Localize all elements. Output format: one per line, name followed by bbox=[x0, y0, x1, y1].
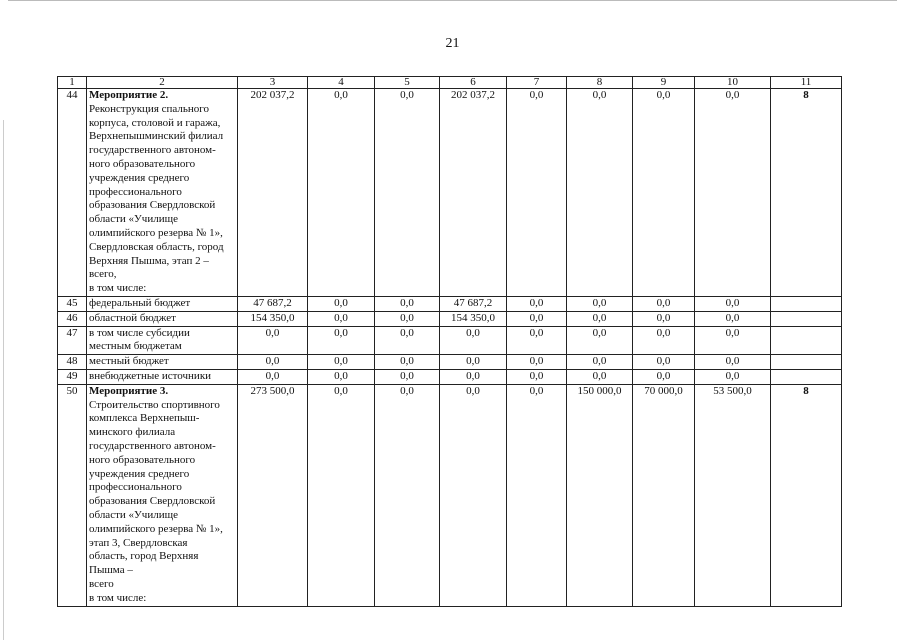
value-cell: 0,0 bbox=[567, 326, 633, 355]
value-cell: 0,0 bbox=[695, 326, 771, 355]
value-cell: 0,0 bbox=[375, 297, 440, 312]
budget-source: федеральный бюджет bbox=[87, 297, 238, 312]
column-11-cell bbox=[771, 355, 842, 370]
row-number: 50 bbox=[58, 384, 87, 606]
header-row bbox=[58, 77, 842, 89]
value-cell: 0,0 bbox=[507, 89, 567, 297]
value-cell: 154 350,0 bbox=[238, 311, 308, 326]
description-line: всего, bbox=[89, 268, 117, 281]
value-cell: 150 000,0 bbox=[567, 384, 633, 606]
value-cell: 0,0 bbox=[567, 355, 633, 370]
value-cell: 0,0 bbox=[308, 297, 375, 312]
value-cell: 70 000,0 bbox=[633, 384, 695, 606]
column-11-cell: 8 bbox=[771, 384, 842, 606]
value-cell: 0,0 bbox=[238, 369, 308, 384]
value-cell: 0,0 bbox=[567, 297, 633, 312]
description-line: Свердловская область, город bbox=[89, 240, 224, 253]
value-cell: 0,0 bbox=[695, 297, 771, 312]
row-number: 44 bbox=[58, 89, 87, 297]
value-cell: 0,0 bbox=[695, 355, 771, 370]
value-cell: 0,0 bbox=[440, 355, 507, 370]
budget-source bbox=[87, 326, 238, 355]
description-line: Пышма – bbox=[89, 564, 133, 577]
description-line: в том числе: bbox=[89, 591, 147, 604]
description-line: государственного автоном- bbox=[89, 144, 216, 157]
description-line: профессионального bbox=[89, 481, 182, 494]
header-cell: 11 bbox=[771, 77, 842, 89]
value-cell: 0,0 bbox=[238, 355, 308, 370]
value-cell: 0,0 bbox=[308, 355, 375, 370]
description-line: образования Свердловской bbox=[89, 495, 216, 508]
value-cell: 0,0 bbox=[507, 355, 567, 370]
description-line: минского филиала bbox=[89, 426, 176, 439]
table-row bbox=[58, 369, 842, 384]
column-11-cell bbox=[771, 326, 842, 355]
value-cell: 0,0 bbox=[633, 89, 695, 297]
header-cell: 7 bbox=[507, 77, 567, 89]
header-cell: 10 bbox=[695, 77, 771, 89]
table-row bbox=[58, 384, 842, 606]
header-cell: 6 bbox=[440, 77, 507, 89]
value-cell: 53 500,0 bbox=[695, 384, 771, 606]
value-cell: 0,0 bbox=[633, 297, 695, 312]
description-line: ного образовательного bbox=[89, 157, 196, 170]
value-cell: 0,0 bbox=[375, 384, 440, 606]
table-row bbox=[58, 89, 842, 297]
value-cell: 0,0 bbox=[507, 369, 567, 384]
value-cell: 0,0 bbox=[507, 384, 567, 606]
value-cell: 0,0 bbox=[308, 384, 375, 606]
description-line: корпуса, столовой и гаража, bbox=[89, 116, 221, 129]
row-number: 47 bbox=[58, 326, 87, 355]
page-top-edge bbox=[8, 0, 897, 3]
header-cell: 4 bbox=[308, 77, 375, 89]
description-line: области «Училище bbox=[89, 213, 178, 226]
value-cell: 0,0 bbox=[567, 311, 633, 326]
value-cell: 0,0 bbox=[375, 89, 440, 297]
value-cell: 0,0 bbox=[695, 89, 771, 297]
description-line: этап 3, Свердловская bbox=[89, 536, 188, 549]
value-cell: 0,0 bbox=[308, 311, 375, 326]
description-line: в том числе субсидии bbox=[89, 326, 190, 339]
value-cell: 0,0 bbox=[375, 355, 440, 370]
value-cell: 0,0 bbox=[507, 297, 567, 312]
description-line: учреждения среднего bbox=[89, 171, 190, 184]
measure-description bbox=[87, 384, 238, 606]
budget-table bbox=[57, 76, 842, 607]
value-cell: 202 037,2 bbox=[238, 89, 308, 297]
description-line: область, город Верхняя bbox=[89, 550, 199, 563]
description-line: Верхнепышминский филиал bbox=[89, 130, 224, 143]
header-cell: 3 bbox=[238, 77, 308, 89]
value-cell: 0,0 bbox=[238, 326, 308, 355]
column-11-cell bbox=[771, 369, 842, 384]
value-cell: 47 687,2 bbox=[238, 297, 308, 312]
header-cell: 9 bbox=[633, 77, 695, 89]
value-cell: 0,0 bbox=[308, 369, 375, 384]
value-cell: 0,0 bbox=[440, 369, 507, 384]
value-cell: 0,0 bbox=[695, 369, 771, 384]
row-number: 49 bbox=[58, 369, 87, 384]
value-cell: 0,0 bbox=[633, 326, 695, 355]
description-line: местным бюджетам bbox=[89, 340, 182, 353]
budget-source: областной бюджет bbox=[87, 311, 238, 326]
value-cell: 154 350,0 bbox=[440, 311, 507, 326]
row-number: 45 bbox=[58, 297, 87, 312]
value-cell: 0,0 bbox=[375, 369, 440, 384]
description-line: ного образовательного bbox=[89, 453, 196, 466]
description-line: Верхняя Пышма, этап 2 – bbox=[89, 254, 209, 267]
value-cell: 0,0 bbox=[375, 311, 440, 326]
value-cell: 0,0 bbox=[308, 326, 375, 355]
column-11-cell: 8 bbox=[771, 89, 842, 297]
column-11-cell bbox=[771, 311, 842, 326]
table-row bbox=[58, 326, 842, 355]
page-left-edge bbox=[3, 120, 5, 640]
page-number: 21 bbox=[445, 36, 460, 51]
description-line: в том числе: bbox=[89, 282, 147, 295]
description-line: олимпийского резерва № 1», bbox=[89, 522, 223, 535]
row-number: 46 bbox=[58, 311, 87, 326]
description-line: области «Училище bbox=[89, 508, 178, 521]
value-cell: 0,0 bbox=[633, 355, 695, 370]
value-cell: 0,0 bbox=[375, 326, 440, 355]
budget-source: внебюджетные источники bbox=[87, 369, 238, 384]
description-line: всего bbox=[89, 577, 114, 590]
header-cell: 1 bbox=[58, 77, 87, 89]
value-cell: 0,0 bbox=[633, 369, 695, 384]
value-cell: 202 037,2 bbox=[440, 89, 507, 297]
measure-description bbox=[87, 89, 238, 297]
measure-title: Мероприятие 2. bbox=[89, 89, 169, 101]
header-cell: 2 bbox=[87, 77, 238, 89]
value-cell: 0,0 bbox=[440, 384, 507, 606]
table-row bbox=[58, 355, 842, 370]
value-cell: 273 500,0 bbox=[238, 384, 308, 606]
column-11-cell bbox=[771, 297, 842, 312]
value-cell: 0,0 bbox=[567, 369, 633, 384]
description-line: государственного автоном- bbox=[89, 439, 216, 452]
value-cell: 0,0 bbox=[507, 311, 567, 326]
description-line: комплекса Верхнепыш- bbox=[89, 412, 200, 425]
measure-title: Мероприятие 3. bbox=[89, 384, 169, 397]
header-cell: 8 bbox=[567, 77, 633, 89]
value-cell: 0,0 bbox=[308, 89, 375, 297]
value-cell: 0,0 bbox=[567, 89, 633, 297]
value-cell: 0,0 bbox=[440, 326, 507, 355]
description-line: Строительство спортивного bbox=[89, 398, 220, 411]
description-line: Реконструкция спального bbox=[89, 102, 210, 115]
description-line: учреждения среднего bbox=[89, 467, 190, 480]
table-row bbox=[58, 311, 842, 326]
row-number: 48 bbox=[58, 355, 87, 370]
header-cell: 5 bbox=[375, 77, 440, 89]
value-cell: 0,0 bbox=[695, 311, 771, 326]
budget-source: местный бюджет bbox=[87, 355, 238, 370]
description-line: олимпийского резерва № 1», bbox=[89, 226, 223, 239]
value-cell: 0,0 bbox=[507, 326, 567, 355]
description-line: образования Свердловской bbox=[89, 199, 216, 212]
table-row bbox=[58, 297, 842, 312]
value-cell: 47 687,2 bbox=[440, 297, 507, 312]
description-line: профессионального bbox=[89, 185, 182, 198]
value-cell: 0,0 bbox=[633, 311, 695, 326]
